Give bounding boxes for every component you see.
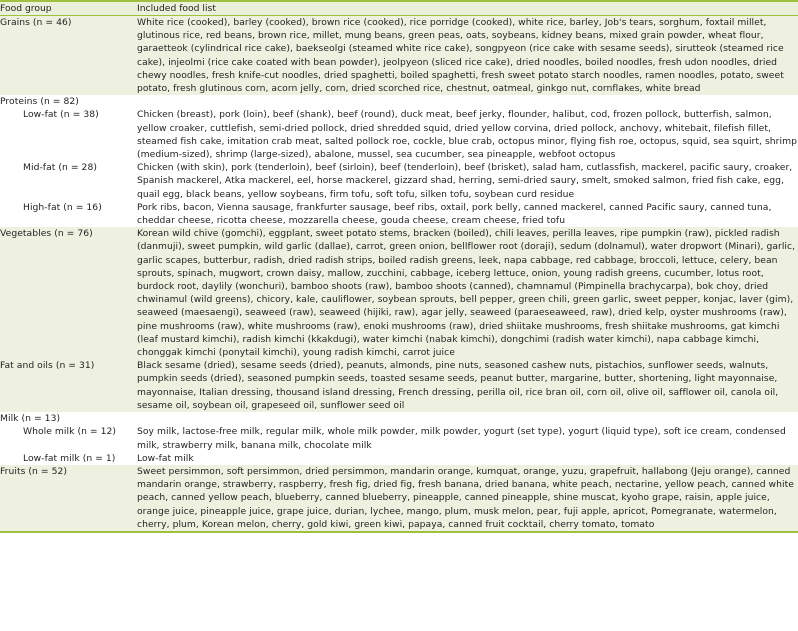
column-header-included-food-list: Included food list xyxy=(137,2,798,16)
food-group-label: Low-fat milk (n = 1) xyxy=(23,452,116,464)
food-group-label: Milk (n = 13) xyxy=(0,413,61,425)
food-group-cell xyxy=(0,465,137,531)
included-food-list-cell: Sweet persimmon, soft persimmon, dried persimmon, mandarin orange, kumquat, orange, yuzu, grapefruit, hallabong (Jeju orange), canned mandarin orange, strawberry, raspberry, fresh fig, dried fig, fresh banana, dried banana, white peach, nectarine, yellow peach, canned white peach, canned yellow peach, blueberry, canned blueberry, pineapple, canned pineapple, shine muscat, kyoho grape, raisin, apple juice, orange juice, pineapple juice, grape juice, durian, lychee, mango, plum, musk melon, pear, fuji apple, apricot, Pomegranate, watermelon, cherry, plum, Korean melon, cherry, gold kiwi, green kiwi, papaya, canned fruit cocktail, cherry tomato, tomato xyxy=(137,465,798,531)
food-group-cell xyxy=(0,161,137,201)
food-group-cell xyxy=(0,452,137,465)
table-row xyxy=(0,161,798,201)
included-food-list-cell xyxy=(137,412,798,425)
food-group-label: Low-fat (n = 38) xyxy=(23,109,99,121)
included-food-list-cell: Low-fat milk xyxy=(137,452,798,465)
food-group-cell xyxy=(0,227,137,359)
table-row xyxy=(0,359,798,412)
food-group-cell xyxy=(0,16,137,96)
table-body xyxy=(0,16,798,531)
food-group-cell xyxy=(0,359,137,412)
food-group-cell xyxy=(0,425,137,451)
included-food-list-cell: Korean wild chive (gomchi), eggplant, sweet potato stems, bracken (boiled), chili leaves, perilla leaves, ripe pumpkin (raw), pickled radish (danmuji), sweet pumpkin, wild garlic (dallae), carrot, green onion, bellflower root (doraji), sedum (dolnamul), water dropwort (Minari), garlic, garlic scapes, butterbur, radish, dried radish strips, boiled radish greens, leek, napa cabbage, red cabbage, broccoli, lettuce, celery, bean sprouts, spinach, mugwort, crown daisy, mallow, zucchini, cabbage, iceberg lettuce, onion, young radish greens, cucumber, lotus root, burdock root, daylily (wonchuri), bamboo shoots (raw), bamboo shoots (canned), chamnamul (Pimpinella brachycarpa), bok choy, dried chwinamul (wild greens), chicory, kale, cauliflower, soybean sprouts, bell pepper, green chili, green garlic, sweet pepper, konjac, laver (gim), seaweed (maesaengi), seaweed (raw), seaweed (hijiki, raw), agar jelly, seaweed (paraeseaweed, raw), dried kelp, oyster mushrooms (raw), pine mushrooms (raw), white mushrooms (raw), enoki mushrooms (raw), dried shiitake mushrooms, fresh shiitake mushrooms, gat kimchi (leaf mustard kimchi), radish kimchi (kkakdugi), water kimchi (nabak kimchi), dongchimi (radish water kimchi), napa cabbage kimchi, chonggak kimchi (ponytail kimchi), young radish kimchi, carrot juice xyxy=(137,227,798,359)
food-group-table xyxy=(0,2,798,531)
included-food-list-cell xyxy=(137,95,798,108)
food-group-cell xyxy=(0,201,137,227)
table-header-row xyxy=(0,2,798,16)
column-header-food-group: Food group xyxy=(0,2,137,16)
food-group-label: Proteins (n = 82) xyxy=(0,96,79,108)
table-row xyxy=(0,16,798,96)
included-food-list-cell: Chicken (breast), pork (loin), beef (shank), beef (round), duck meat, beef jerky, flounder, halibut, cod, frozen pollock, butterfish, salmon, yellow croaker, cuttlefish, semi-dried pollock, dried shredded squid, dried yellow corvina, dried pollock, anchovy, whitebait, filefish fillet, steamed fish cake, imitation crab meat, salted pollock roe, cockle, blue crab, octopus minor, flying fish roe, octopus, squid, sea squirt, shrimp (medium-sized), shrimp (large-sized), abalone, mussel, sea cucumber, sea pineapple, webfoot octopus xyxy=(137,109,797,161)
table-row xyxy=(0,201,798,227)
food-group-label: Fat and oils (n = 31) xyxy=(0,360,95,372)
table-header xyxy=(0,2,798,16)
food-group-label: High-fat (n = 16) xyxy=(23,201,102,213)
table-row xyxy=(0,412,798,425)
table-row xyxy=(0,95,798,108)
included-food-list-cell: Black sesame (dried), sesame seeds (dried), peanuts, almonds, pine nuts, seasoned cashew nuts, pistachios, sunflower seeds, walnuts, pumpkin seeds (dried), seasoned pumpkin seeds, toasted sesame seeds, peanut butter, margarine, butter, shortening, light mayonnaise, mayonnaise, Italian dressing, thousand island dressing, French dressing, perilla oil, rice bran oil, corn oil, olive oil, safflower oil, canola oil, sesame oil, soybean oil, grapeseed oil, sunflower seed oil xyxy=(137,359,798,412)
food-group-label: Grains (n = 46) xyxy=(0,17,72,28)
table-row xyxy=(0,425,798,451)
table-row xyxy=(0,452,798,465)
included-food-list-cell: Chicken (with skin), pork (tenderloin), beef (sirloin), beef (tenderloin), beef (brisket), salad ham, cutlassfish, mackerel, pacific saury, croaker, Spanish mackerel, Atka mackerel, eel, horse mackerel, gizzard shad, herring, semi-dried saury, smelt, smoked salmon, fried fish cake, egg, quail egg, black beans, yellow soybeans, firm tofu, soft tofu, silken tofu, soybean curd residue xyxy=(137,161,798,201)
food-group-label: Whole milk (n = 12) xyxy=(23,426,117,438)
included-food-list-cell: Pork ribs, bacon, Vienna sausage, frankfurter sausage, beef ribs, oxtail, pork belly, canned mackerel, canned Pacific saury, canned tuna, cheddar cheese, ricotta cheese, mozzarella cheese, gouda cheese, cream cheese, fried tofu xyxy=(137,201,798,227)
food-group-cell xyxy=(0,412,137,425)
food-group-label: Fruits (n = 52) xyxy=(0,465,67,477)
included-food-list-cell: Soy milk, lactose-free milk, regular milk, whole milk powder, milk powder, yogurt (set type), yogurt (liquid type), soft ice cream, condensed milk, strawberry milk, banana milk, chocolate milk xyxy=(137,425,798,451)
food-group-cell xyxy=(0,108,137,161)
table-row xyxy=(0,108,798,161)
table-row xyxy=(0,227,798,359)
food-group-label: Mid-fat (n = 28) xyxy=(23,162,97,174)
table-row xyxy=(0,465,798,531)
food-group-cell xyxy=(0,95,137,108)
food-group-label: Vegetables (n = 76) xyxy=(0,228,93,240)
included-food-list-cell: White rice (cooked), barley (cooked), brown rice (cooked), rice porridge (cooked), white rice, barley, Job's tears, sorghum, foxtail millet, glutinous rice, red beans, brown rice, millet, mung beans, green peas, oats, soybeans, kidney beans, mixed grain powder, wheat flour, garaetteok (cylindrical rice cake), baekseolgi (steamed white rice cake), songpyeon (rice cake with sesame seeds), sirutteok (steamed rice cake), injeolmi (rice cake coated with bean powder), jeolpyeon (sliced rice cake), dried noodles, boiled noodles, fresh udon noodles, dried chewy noodles, fresh knife-cut noodles, dried spaghetti, boiled spaghetti, fresh sweet potato starch noodles, ramen noodles, potato, sweet potato, fresh glutinous corn, acorn jelly, corn, dried scorched rice, chestnut, oatmeal, ginkgo nut, cornflakes, white bread xyxy=(137,16,798,96)
